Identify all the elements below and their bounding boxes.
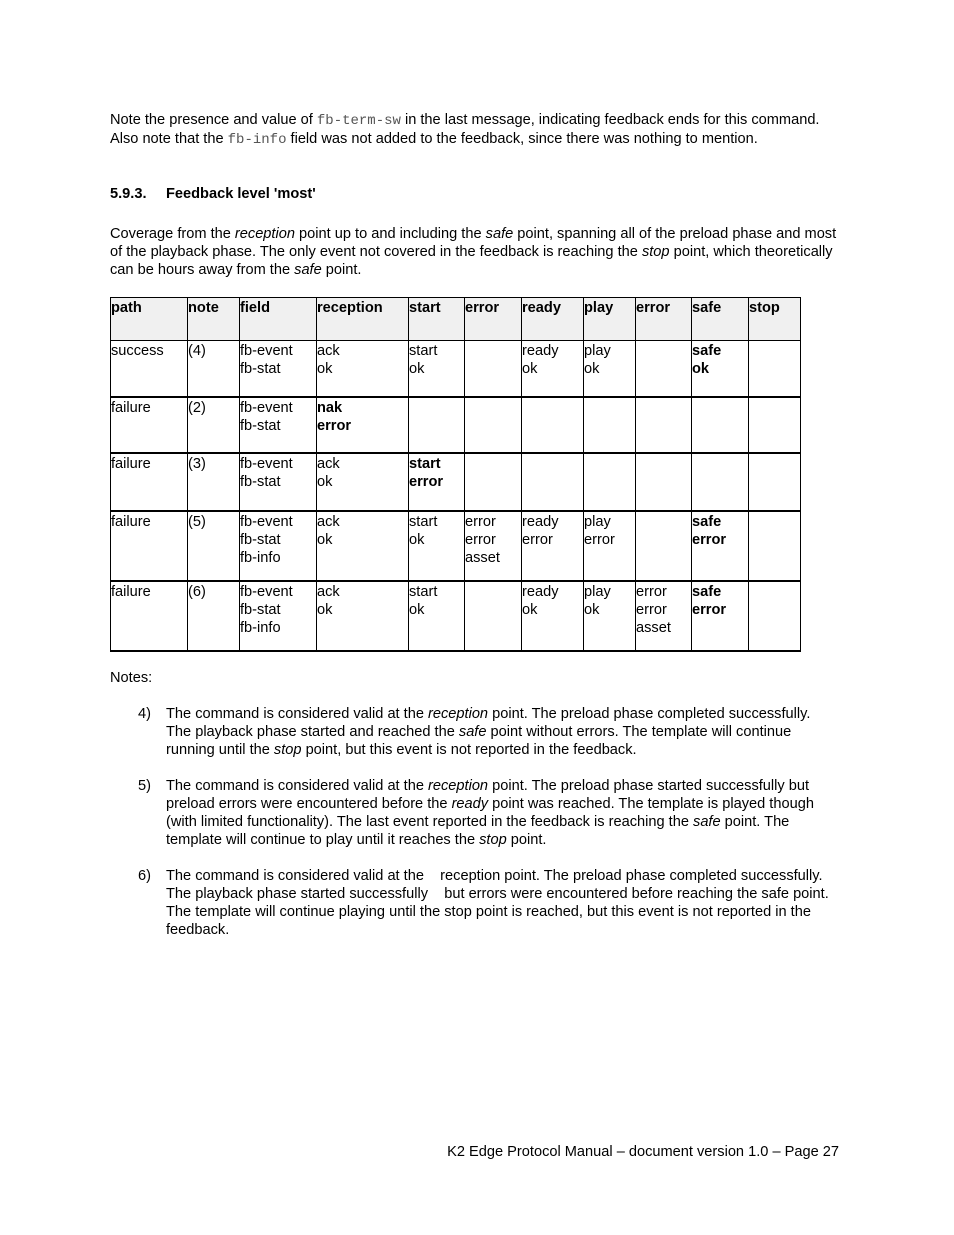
cell-reception [317, 341, 409, 397]
coverage-text: point. [321, 262, 362, 278]
cell-ready [522, 453, 584, 511]
note-text-part: point. [506, 832, 547, 848]
cell-stop [749, 453, 801, 511]
cell-line: ack [317, 583, 340, 600]
section-number: 5.9.3. [110, 186, 147, 202]
column-header-stop: stop [749, 298, 801, 341]
cell-stop [749, 581, 801, 651]
cell-line: error [636, 601, 667, 618]
cell-reception [317, 453, 409, 511]
column-header-ready: ready [522, 298, 584, 341]
cell-line: ready [522, 513, 559, 530]
cell-safe [692, 453, 749, 511]
cell-path: failure [111, 453, 188, 511]
cell-line: fb-event [240, 455, 293, 472]
coverage-text: Coverage from the [110, 226, 235, 242]
cell-error1 [465, 453, 522, 511]
cell-line: safe [692, 583, 722, 600]
table-row [111, 511, 801, 581]
note-text-part: point, but this event is not reported in the feedback. [301, 742, 637, 758]
note-text-part: point. The preload phase completed successfully. The playback phase started and reached the [166, 706, 815, 740]
cell-reception [317, 581, 409, 651]
note-text-part: The command is considered valid at the [166, 778, 429, 794]
coverage-paragraph [110, 225, 840, 279]
cell-play [584, 581, 636, 651]
cell-path: failure [111, 581, 188, 651]
cell-line: ok [317, 601, 333, 618]
note-text-part: The command is considered valid at the [166, 706, 429, 722]
cell-stop [749, 397, 801, 453]
column-header-field: field [240, 298, 317, 341]
cell-line: fb-stat [240, 473, 281, 490]
cell-line: ready [522, 583, 559, 600]
note-item [138, 705, 838, 759]
cell-line: error [692, 601, 727, 618]
intro-text: in the last message, indicating feedback ends for this command. Also note that the [110, 112, 820, 147]
cell-field [240, 453, 317, 511]
cell-line: fb-stat [240, 601, 281, 618]
page-footer: K2 Edge Protocol Manual – document version 1.0 – Page 27 [447, 1144, 839, 1160]
cell-line: fb-event [240, 583, 293, 600]
feedback-table [110, 297, 801, 652]
coverage-text: point, spanning all of the preload phase and most of the playback phase. The only event not covered in the feedback is reaching the [110, 226, 837, 260]
note-text-part: safe [693, 814, 721, 830]
cell-note: (4) [188, 341, 240, 397]
cell-line: fb-event [240, 343, 293, 359]
note-number: 4) [138, 706, 151, 722]
note-number: 6) [138, 868, 151, 884]
cell-ready [522, 511, 584, 581]
cell-line: ack [317, 513, 340, 530]
cell-play [584, 341, 636, 397]
code-fb-term-sw: fb-term-sw [316, 113, 401, 129]
table-header-row [111, 298, 801, 341]
cell-line: fb-info [240, 619, 281, 636]
note-number: 5) [138, 778, 151, 794]
cell-play [584, 397, 636, 453]
cell-safe [692, 511, 749, 581]
cell-line: ok [584, 601, 600, 618]
cell-line: fb-stat [240, 531, 281, 548]
note-text-part: reception [428, 706, 489, 722]
column-header-error: error [465, 298, 522, 341]
cell-line: ok [409, 361, 425, 377]
cell-stop [749, 511, 801, 581]
cell-error2 [636, 453, 692, 511]
cell-field [240, 581, 317, 651]
cell-reception [317, 397, 409, 453]
notes-label: Notes: [110, 670, 153, 686]
column-header-note: note [188, 298, 240, 341]
note-item [138, 777, 838, 849]
cell-line: ok [317, 361, 333, 377]
cell-line: ack [317, 455, 340, 472]
cell-line: fb-event [240, 399, 293, 416]
cell-safe [692, 397, 749, 453]
cell-reception [317, 511, 409, 581]
note-text-part: point. The preload phase started successfully but preload errors were encountered before the [166, 778, 814, 812]
section-title: Feedback level 'most' [166, 186, 316, 202]
cell-line: ok [317, 531, 333, 548]
cell-line: ok [409, 531, 425, 548]
cell-start [409, 511, 465, 581]
cell-error1 [465, 341, 522, 397]
note-text-part: point without errors. The template will continue running until the [166, 724, 796, 758]
intro-paragraph [110, 111, 840, 149]
cell-field [240, 397, 317, 453]
cell-line: ok [317, 473, 333, 490]
cell-field [240, 511, 317, 581]
note-text-part: The command is considered valid at the reception point. The preload phase completed successfully. The playback phase started successfully but errors were encountered before reaching the safe point. The template will continue playing until the stop point is reached, but this event is not reported in the feedback. [166, 868, 833, 938]
cell-note: (2) [188, 397, 240, 453]
cell-ready [522, 581, 584, 651]
note-text-part: ready [451, 796, 489, 812]
coverage-italic: safe [485, 226, 514, 242]
table-row [111, 453, 801, 511]
cell-line: nak [317, 399, 343, 416]
cell-line: fb-stat [240, 361, 281, 377]
cell-line: safe [692, 513, 722, 530]
cell-line: error [465, 513, 496, 530]
cell-line: ack [317, 343, 340, 359]
note-text-part: point. The template will continue to play until it reaches the [166, 814, 794, 848]
table-row [111, 581, 801, 651]
cell-play [584, 511, 636, 581]
table-row [111, 341, 801, 397]
cell-line: play [584, 343, 611, 359]
cell-error1 [465, 511, 522, 581]
table-row [111, 397, 801, 453]
cell-error2 [636, 511, 692, 581]
cell-line: ok [584, 361, 600, 377]
coverage-italic: safe [294, 262, 322, 278]
note-item [138, 867, 838, 939]
cell-line: ok [692, 361, 710, 377]
cell-safe [692, 581, 749, 651]
cell-line: ready [522, 343, 559, 359]
coverage-italic: stop [641, 244, 670, 260]
column-header-error: error [636, 298, 692, 341]
cell-line: error [465, 531, 496, 548]
table-body [111, 341, 801, 651]
cell-line: fb-info [240, 549, 281, 566]
cell-play [584, 453, 636, 511]
cell-line: ok [522, 601, 538, 618]
cell-line: start [409, 513, 438, 530]
intro-text: field was not added to the feedback, since there was nothing to mention. [286, 131, 758, 147]
coverage-italic: reception [234, 226, 295, 242]
cell-line: start [409, 343, 438, 359]
cell-line: error [522, 531, 553, 548]
cell-path: failure [111, 511, 188, 581]
cell-error1 [465, 397, 522, 453]
cell-path: success [111, 341, 188, 397]
note-text-part: stop [479, 832, 507, 848]
cell-line: ok [522, 361, 538, 377]
cell-line: error [692, 531, 727, 548]
column-header-play: play [584, 298, 636, 341]
cell-error2 [636, 341, 692, 397]
column-header-path: path [111, 298, 188, 341]
cell-path: failure [111, 397, 188, 453]
cell-line: fb-event [240, 513, 293, 530]
cell-line: asset [636, 619, 671, 636]
cell-line: fb-stat [240, 417, 281, 434]
note-text-part: safe [458, 724, 487, 740]
note-text-part: reception [428, 778, 489, 794]
cell-line: ok [409, 601, 425, 618]
cell-ready [522, 397, 584, 453]
cell-ready [522, 341, 584, 397]
note-text [166, 705, 838, 759]
cell-stop [749, 341, 801, 397]
note-text-part: stop [273, 742, 302, 758]
cell-error1 [465, 581, 522, 651]
note-text [166, 867, 838, 939]
cell-error2 [636, 581, 692, 651]
code-fb-info: fb-info [227, 132, 287, 148]
cell-start [409, 453, 465, 511]
cell-field [240, 341, 317, 397]
column-header-start: start [409, 298, 465, 341]
note-text [166, 777, 838, 849]
cell-line: error [636, 583, 667, 600]
cell-note: (5) [188, 511, 240, 581]
cell-line: play [584, 583, 611, 600]
cell-note: (3) [188, 453, 240, 511]
cell-note: (6) [188, 581, 240, 651]
note-text-part: point was reached. The template is played though (with limited functionality). The last event reported in the feedback is reaching the [166, 796, 819, 830]
column-header-safe: safe [692, 298, 749, 341]
cell-error2 [636, 397, 692, 453]
cell-line: error [317, 417, 352, 434]
cell-line: error [409, 473, 444, 490]
section-heading [110, 185, 316, 203]
cell-start [409, 581, 465, 651]
cell-start [409, 397, 465, 453]
cell-line: start [409, 455, 441, 472]
cell-line: play [584, 513, 611, 530]
coverage-text: point up to and including the [294, 226, 486, 242]
cell-line: safe [692, 343, 722, 359]
cell-line: error [584, 531, 615, 548]
cell-safe [692, 341, 749, 397]
cell-start [409, 341, 465, 397]
intro-text: Note the presence and value of [110, 112, 317, 128]
cell-line: start [409, 583, 438, 600]
coverage-text: point, which theoretically can be hours away from the [110, 244, 833, 278]
cell-line: asset [465, 549, 500, 566]
column-header-reception: reception [317, 298, 409, 341]
